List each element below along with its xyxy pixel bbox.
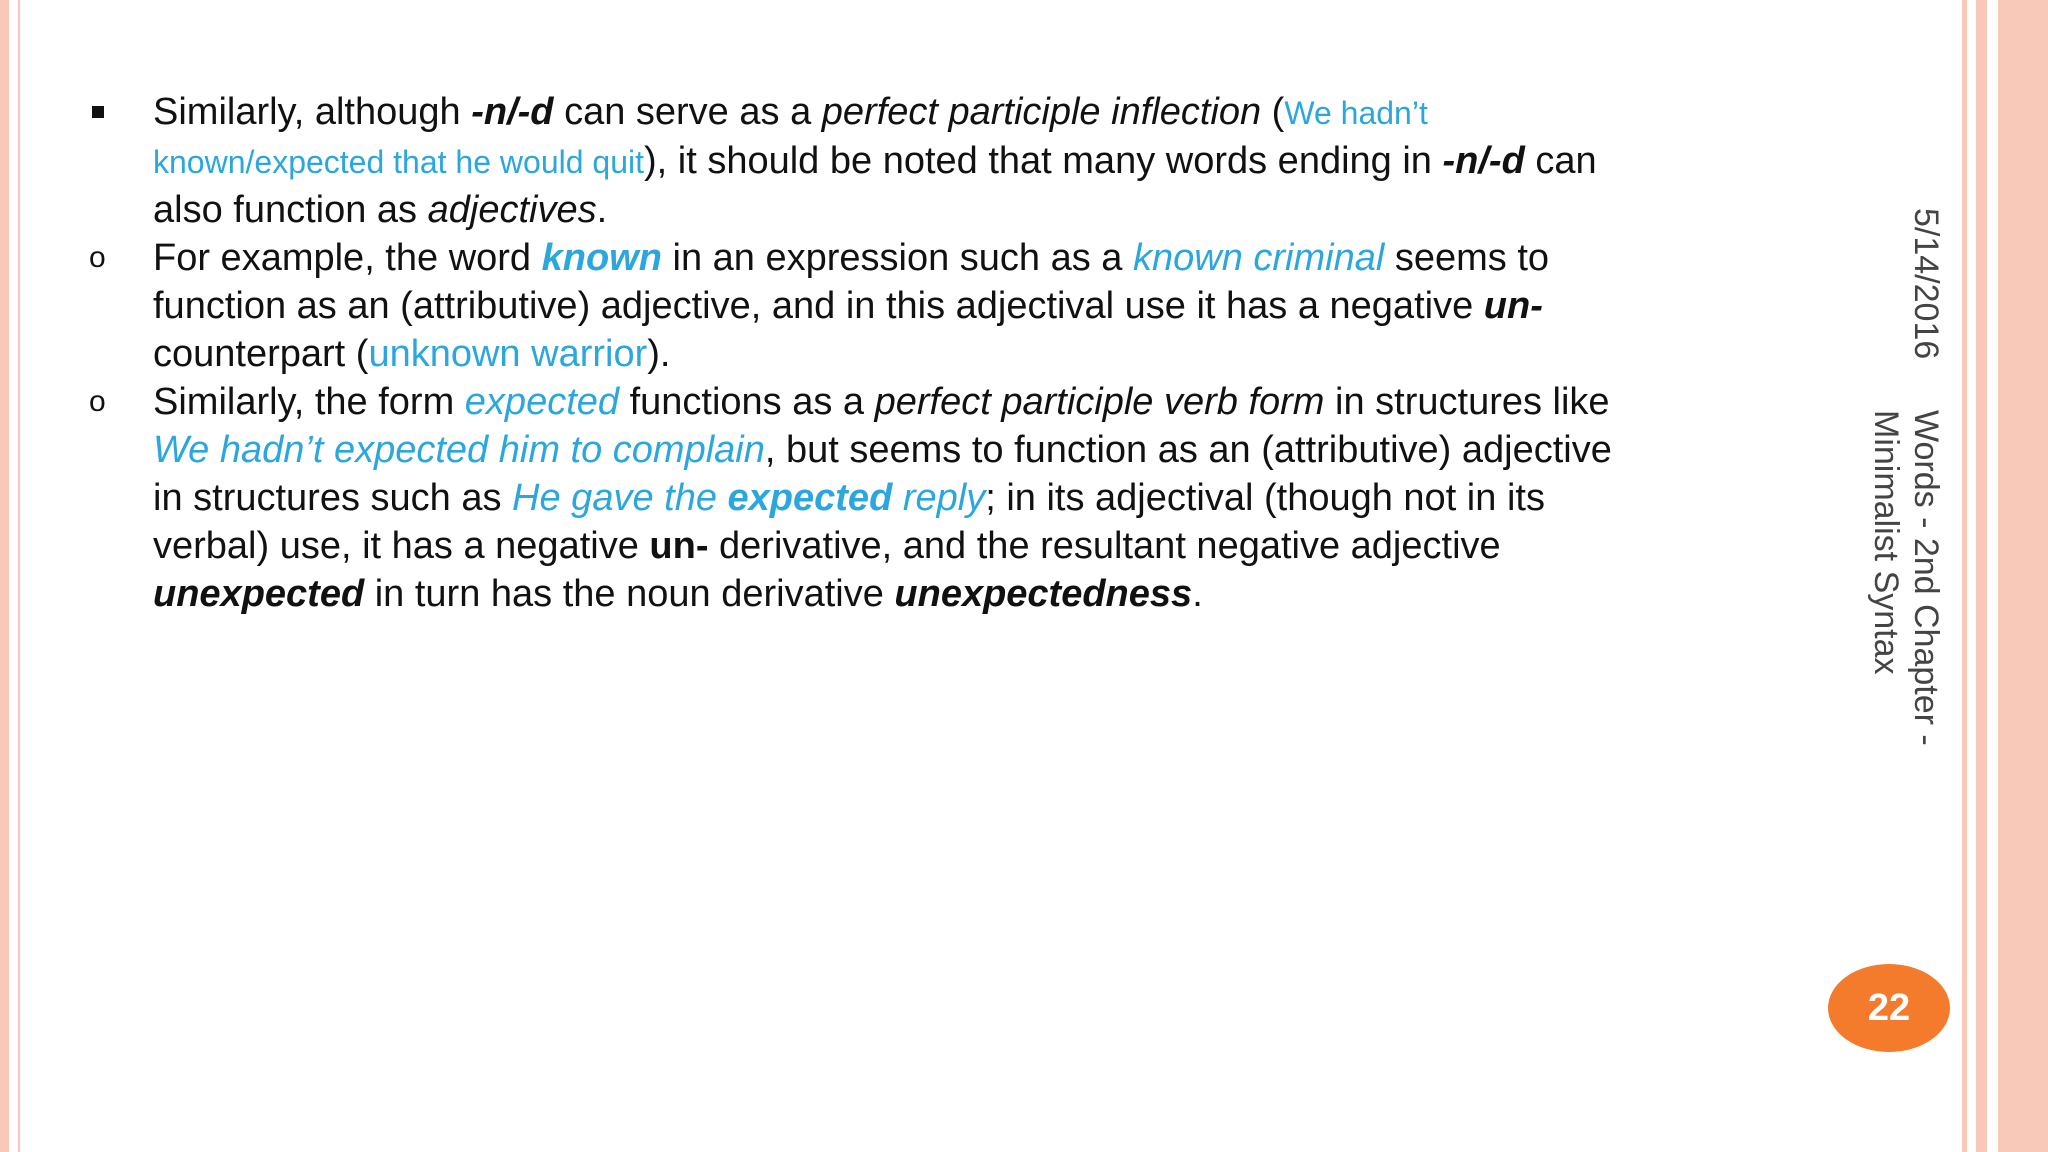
slide-body <box>88 88 1648 618</box>
bullet-item-1 <box>88 88 1648 234</box>
slide-date: 5/14/2016 <box>1907 208 1945 360</box>
bullet-text: For example, the word known in an expression such as a known criminal seems to function as an (attributive) adjective, and in this adjectival use it has a negative un- counterpart (unknown warrior). <box>153 237 1550 375</box>
page-number: 22 <box>1867 986 1911 1029</box>
bullet-item-2 <box>88 234 1648 378</box>
slide-footer-title: Words - 2nd Chapter - <box>1907 410 1945 746</box>
page-number-badge <box>1828 964 1950 1052</box>
left-border-stripe-inner <box>18 0 20 1152</box>
bullet-item-3 <box>88 378 1648 618</box>
right-border-stripe-thin <box>1962 0 1967 1152</box>
right-border-stripe-b <box>1998 0 2048 1152</box>
circle-bullet-icon: o <box>89 241 106 274</box>
left-border-stripe <box>0 0 9 1152</box>
bullet-text: Similarly, the form expected functions as a perfect participle verb form in structures like We hadn’t expected him to complain, but seems to function as an (attributive) adjective in structures such as He gave the expected reply; in its adjectival (though not in its verbal) use, it has a negative un- derivative, and the resultant negative adjective unexpected in turn has the noun derivative unexpectedness. <box>153 381 1612 615</box>
square-bullet-icon <box>92 106 104 118</box>
slide-footer-subtitle: Minimalist Syntax <box>1867 410 1905 675</box>
right-border-stripe-a <box>1976 0 1987 1152</box>
bullet-text: Similarly, although -n/-d can serve as a perfect participle inflection (We hadn’t known/expected that he would quit), it should be noted that many words ending in -n/-d can also function as adjectives. <box>153 91 1597 231</box>
circle-bullet-icon: o <box>89 385 106 418</box>
